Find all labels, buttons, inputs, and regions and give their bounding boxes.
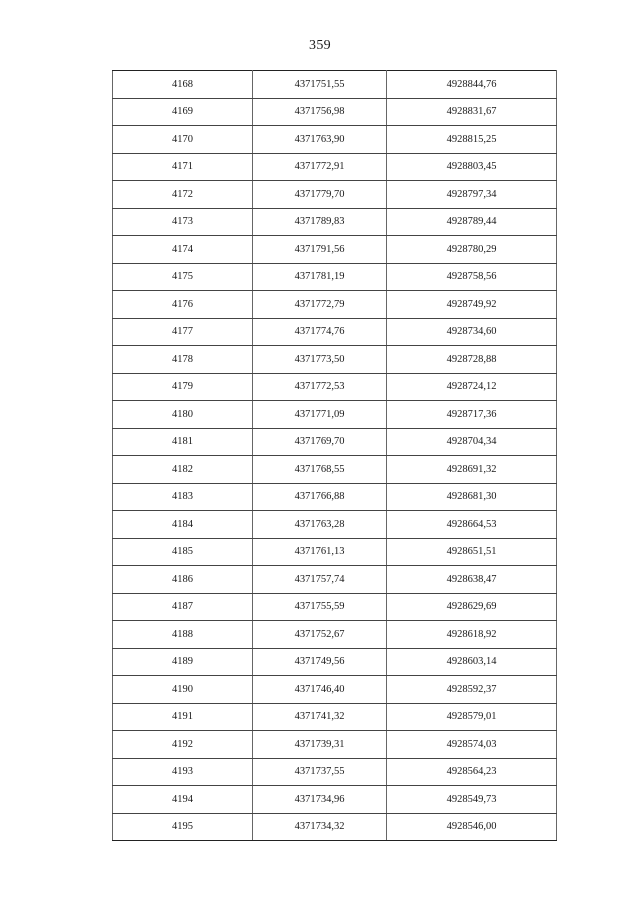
table-row — [113, 566, 557, 594]
coordinates-table — [112, 70, 557, 841]
x-coordinate-cell: 4371772,79 — [253, 291, 387, 319]
table-row — [113, 428, 557, 456]
table-row — [113, 703, 557, 731]
table-row — [113, 401, 557, 429]
x-coordinate-cell: 4371768,55 — [253, 456, 387, 484]
table-row — [113, 538, 557, 566]
x-coordinate-cell: 4371734,32 — [253, 813, 387, 841]
table-row — [113, 676, 557, 704]
point-number-cell: 4177 — [113, 318, 253, 346]
point-number-cell: 4170 — [113, 126, 253, 154]
table-row — [113, 511, 557, 539]
table-row — [113, 786, 557, 814]
y-coordinate-cell: 4928717,36 — [387, 401, 557, 429]
point-number-cell: 4193 — [113, 758, 253, 786]
x-coordinate-cell: 4371741,32 — [253, 703, 387, 731]
table-row — [113, 731, 557, 759]
x-coordinate-cell: 4371774,76 — [253, 318, 387, 346]
y-coordinate-cell: 4928789,44 — [387, 208, 557, 236]
coordinates-table-body — [113, 71, 557, 841]
x-coordinate-cell: 4371771,09 — [253, 401, 387, 429]
y-coordinate-cell: 4928780,29 — [387, 236, 557, 264]
table-row — [113, 621, 557, 649]
table-row — [113, 291, 557, 319]
y-coordinate-cell: 4928758,56 — [387, 263, 557, 291]
y-coordinate-cell: 4928592,37 — [387, 676, 557, 704]
point-number-cell: 4172 — [113, 181, 253, 209]
point-number-cell: 4189 — [113, 648, 253, 676]
table-row — [113, 126, 557, 154]
y-coordinate-cell: 4928618,92 — [387, 621, 557, 649]
table-row — [113, 813, 557, 841]
y-coordinate-cell: 4928691,32 — [387, 456, 557, 484]
table-row — [113, 208, 557, 236]
y-coordinate-cell: 4928629,69 — [387, 593, 557, 621]
point-number-cell: 4192 — [113, 731, 253, 759]
y-coordinate-cell: 4928797,34 — [387, 181, 557, 209]
point-number-cell: 4175 — [113, 263, 253, 291]
x-coordinate-cell: 4371763,28 — [253, 511, 387, 539]
point-number-cell: 4171 — [113, 153, 253, 181]
x-coordinate-cell: 4371766,88 — [253, 483, 387, 511]
table-row — [113, 318, 557, 346]
table-row — [113, 373, 557, 401]
x-coordinate-cell: 4371772,91 — [253, 153, 387, 181]
y-coordinate-cell: 4928803,45 — [387, 153, 557, 181]
point-number-cell: 4182 — [113, 456, 253, 484]
page-number: 359 — [309, 38, 331, 53]
y-coordinate-cell: 4928844,76 — [387, 71, 557, 99]
point-number-cell: 4187 — [113, 593, 253, 621]
point-number-cell: 4188 — [113, 621, 253, 649]
y-coordinate-cell: 4928728,88 — [387, 346, 557, 374]
x-coordinate-cell: 4371773,50 — [253, 346, 387, 374]
table-row — [113, 648, 557, 676]
y-coordinate-cell: 4928564,23 — [387, 758, 557, 786]
point-number-cell: 4195 — [113, 813, 253, 841]
y-coordinate-cell: 4928664,53 — [387, 511, 557, 539]
y-coordinate-cell: 4928831,67 — [387, 98, 557, 126]
y-coordinate-cell: 4928724,12 — [387, 373, 557, 401]
y-coordinate-cell: 4928681,30 — [387, 483, 557, 511]
y-coordinate-cell: 4928638,47 — [387, 566, 557, 594]
point-number-cell: 4185 — [113, 538, 253, 566]
y-coordinate-cell: 4928749,92 — [387, 291, 557, 319]
x-coordinate-cell: 4371752,67 — [253, 621, 387, 649]
x-coordinate-cell: 4371769,70 — [253, 428, 387, 456]
table-row — [113, 71, 557, 99]
point-number-cell: 4179 — [113, 373, 253, 401]
table-row — [113, 98, 557, 126]
y-coordinate-cell: 4928651,51 — [387, 538, 557, 566]
point-number-cell: 4190 — [113, 676, 253, 704]
point-number-cell: 4173 — [113, 208, 253, 236]
table-row — [113, 181, 557, 209]
x-coordinate-cell: 4371749,56 — [253, 648, 387, 676]
y-coordinate-cell: 4928546,00 — [387, 813, 557, 841]
point-number-cell: 4191 — [113, 703, 253, 731]
table-row — [113, 593, 557, 621]
y-coordinate-cell: 4928574,03 — [387, 731, 557, 759]
point-number-cell: 4174 — [113, 236, 253, 264]
x-coordinate-cell: 4371761,13 — [253, 538, 387, 566]
y-coordinate-cell: 4928734,60 — [387, 318, 557, 346]
y-coordinate-cell: 4928579,01 — [387, 703, 557, 731]
x-coordinate-cell: 4371757,74 — [253, 566, 387, 594]
x-coordinate-cell: 4371772,53 — [253, 373, 387, 401]
table-row — [113, 346, 557, 374]
x-coordinate-cell: 4371734,96 — [253, 786, 387, 814]
table-row — [113, 153, 557, 181]
x-coordinate-cell: 4371756,98 — [253, 98, 387, 126]
point-number-cell: 4183 — [113, 483, 253, 511]
x-coordinate-cell: 4371791,56 — [253, 236, 387, 264]
y-coordinate-cell: 4928603,14 — [387, 648, 557, 676]
x-coordinate-cell: 4371751,55 — [253, 71, 387, 99]
point-number-cell: 4180 — [113, 401, 253, 429]
table-row — [113, 456, 557, 484]
point-number-cell: 4176 — [113, 291, 253, 319]
x-coordinate-cell: 4371737,55 — [253, 758, 387, 786]
x-coordinate-cell: 4371739,31 — [253, 731, 387, 759]
table-row — [113, 483, 557, 511]
y-coordinate-cell: 4928815,25 — [387, 126, 557, 154]
y-coordinate-cell: 4928549,73 — [387, 786, 557, 814]
table-row — [113, 758, 557, 786]
x-coordinate-cell: 4371781,19 — [253, 263, 387, 291]
point-number-cell: 4178 — [113, 346, 253, 374]
x-coordinate-cell: 4371779,70 — [253, 181, 387, 209]
x-coordinate-cell: 4371755,59 — [253, 593, 387, 621]
table-row — [113, 263, 557, 291]
y-coordinate-cell: 4928704,34 — [387, 428, 557, 456]
x-coordinate-cell: 4371789,83 — [253, 208, 387, 236]
table-row — [113, 236, 557, 264]
x-coordinate-cell: 4371746,40 — [253, 676, 387, 704]
point-number-cell: 4184 — [113, 511, 253, 539]
point-number-cell: 4194 — [113, 786, 253, 814]
point-number-cell: 4186 — [113, 566, 253, 594]
x-coordinate-cell: 4371763,90 — [253, 126, 387, 154]
point-number-cell: 4181 — [113, 428, 253, 456]
point-number-cell: 4169 — [113, 98, 253, 126]
point-number-cell: 4168 — [113, 71, 253, 99]
